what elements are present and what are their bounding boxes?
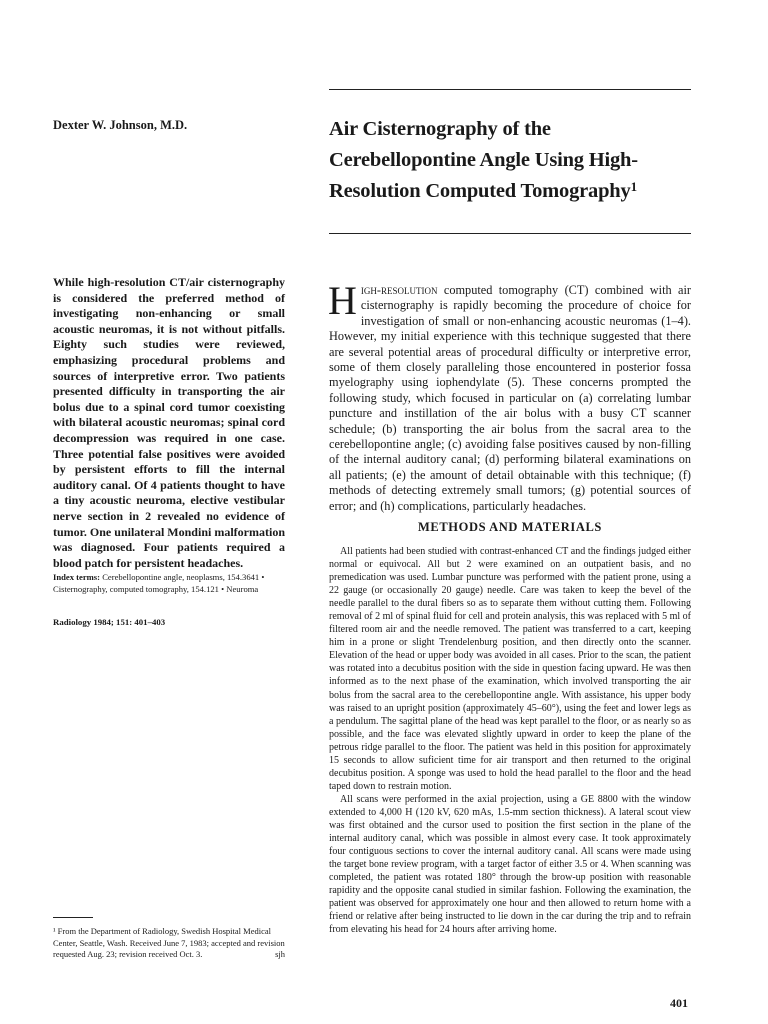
title-rule-bottom bbox=[329, 233, 691, 234]
abstract: While high-resolution CT/air cisternography is considered the preferred method of investigating non-enhancing or small acoustic neuromas, it is not without pitfalls. Eighty such studies were reviewed, emphasizing procedural problems and sources of interpretive error. Two patients presented difficulty in transporting the air bolus due to a spinal cord tumor coexisting with bilateral acoustic neuromas; spinal cord decompression was required in one case. Three potential false positives were avoided by persistent efforts to fill the internal auditory canal. Of 4 patients thought to have a tiny acoustic neuroma, elective vestibular nerve section in 2 revealed no evidence of tumor. One unilateral Mondini malformation was diagnosed. Four patients required a blood patch for persistent headaches. bbox=[53, 275, 285, 570]
author-name: Dexter W. Johnson, M.D. bbox=[53, 118, 188, 132]
introduction bbox=[328, 278, 691, 514]
footnote-divider bbox=[53, 917, 93, 918]
article-title bbox=[329, 114, 709, 207]
drop-cap: H bbox=[328, 278, 357, 323]
title-line-3: Resolution Computed Tomography bbox=[329, 180, 631, 202]
citation: Radiology 1984; 151: 401–403 bbox=[53, 617, 166, 627]
footnote-text: ¹ From the Department of Radiology, Swedish Hospital Medical Center, Seattle, Wash. Received June 7, 1983; accepted and revision requested Aug. 23; revision received Oct. 3. bbox=[53, 926, 285, 960]
index-terms-text: Cerebellopontine angle, neoplasms, 154.3641 • Cisternography, computed tomography, 154.121 • Neuroma bbox=[53, 572, 265, 594]
section-heading: METHODS AND MATERIALS bbox=[418, 520, 602, 534]
index-terms-label: Index terms: bbox=[53, 572, 101, 582]
methods-body bbox=[329, 545, 691, 936]
title-line-2: Cerebellopontine Angle Using High- bbox=[329, 149, 638, 171]
intro-text: computed tomography (CT) combined with air cisternography is rapidly becoming the procedure of choice for investigation of small or non-enhancing acoustic neuromas (1–4). However, my initial experience with this technique suggested that there are several potential areas of procedural difficulty or interpretive error, some of them closely paralleling those encountered in posterior fossa myelography using iophendylate (5). These concerns prompted the following study, which focused in particular on (a) correlating lumbar puncture and instillation of the air bolus with a busy CT scanner schedule; (b) transporting the air bolus from the sacral area to the cerebellopontine angle; (c) avoiding false positives caused by non-filling of the internal auditory canal; (d) performing bilateral examinations on all patients; (e) the amount of detail obtainable with this technique; (f) methods of detecting extremely small tumors; (g) potential sources of error; and (h) complications, particularly headaches. bbox=[329, 283, 691, 513]
methods-paragraph-1: All patients had been studied with contrast-enhanced CT and the findings judged either normal or equivocal. All but 2 were examined on an outpatient basis, and no premedication was used. Lumbar puncture was performed with the patient prone, using a 22 gauge (or occasionally 20 gauge) needle. Care was taken to keep the bevel of the needle parallel to the dural fibers so as to separate them without cutting them. Following removal of 2 ml of spinal fluid for cell and protein analysis, this was replaced with 5 ml of filtered room air and the needle removed. The patient was transferred to a cart, keeping him in a prone or slight Trendelenburg position, and then directly onto the scanner. Elevation of the head or upper body was avoided in all cases. Prior to the scan, the patient was rotated into a decubitus position with the side in question facing upward. He was then informed as to the next phase of the examination, which involved transporting the air bolus from the sacral area to the cerebellopontine angle. With assistance, his upper body was raised to an upright position (approximately 45–60°), using the feet and lower legs as a pendulum. The sagittal plane of the head was kept parallel to the floor, or as nearly so as possible, and the face was elevated slightly upward in order to keep the plane of the petrous ridge parallel to the floor. The patient was held in this position for approximately 15 seconds to allow suficient time for air transport and then returned to the original decubitus position. A sponge was used to hold the head parallel to the floor and the head taped down to restrain motion. bbox=[329, 546, 691, 792]
title-footnote-mark: 1 bbox=[630, 179, 637, 194]
page-number: 401 bbox=[670, 996, 688, 1010]
title-line-1: Air Cisternography of the bbox=[329, 118, 551, 140]
intro-smallcaps: igh-resolution bbox=[360, 283, 438, 297]
index-terms bbox=[53, 571, 293, 595]
methods-paragraph-2: All scans were performed in the axial projection, using a GE 8800 with the window extended to 4,000 H (120 kV, 620 mAs, 1.5-mm section thickness). A lateral scout view was first obtained and the cursor used to position the first section in the plane of the internal auditory canal, which was possible in almost every case. It took approximately four contiguous sections to cover the internal auditory canal. All scans were made using the target bone review program, with a target factor of either 3.5 or 4. When scanning was completed, the patient was rotated 180° through the brow-up position with reasonable rapidity and the opposite canal studied in similar fashion. Following the examination, the patient was observed for approximately one hour and then allowed to return home with a friend or relative after being instructed to lie down in the car during the trip and to refrain from elevating his head for 24 hours after arriving home. bbox=[329, 793, 691, 936]
title-rule-top bbox=[329, 89, 691, 90]
footnote-initials: sjh bbox=[275, 949, 285, 960]
footnote bbox=[53, 926, 285, 961]
